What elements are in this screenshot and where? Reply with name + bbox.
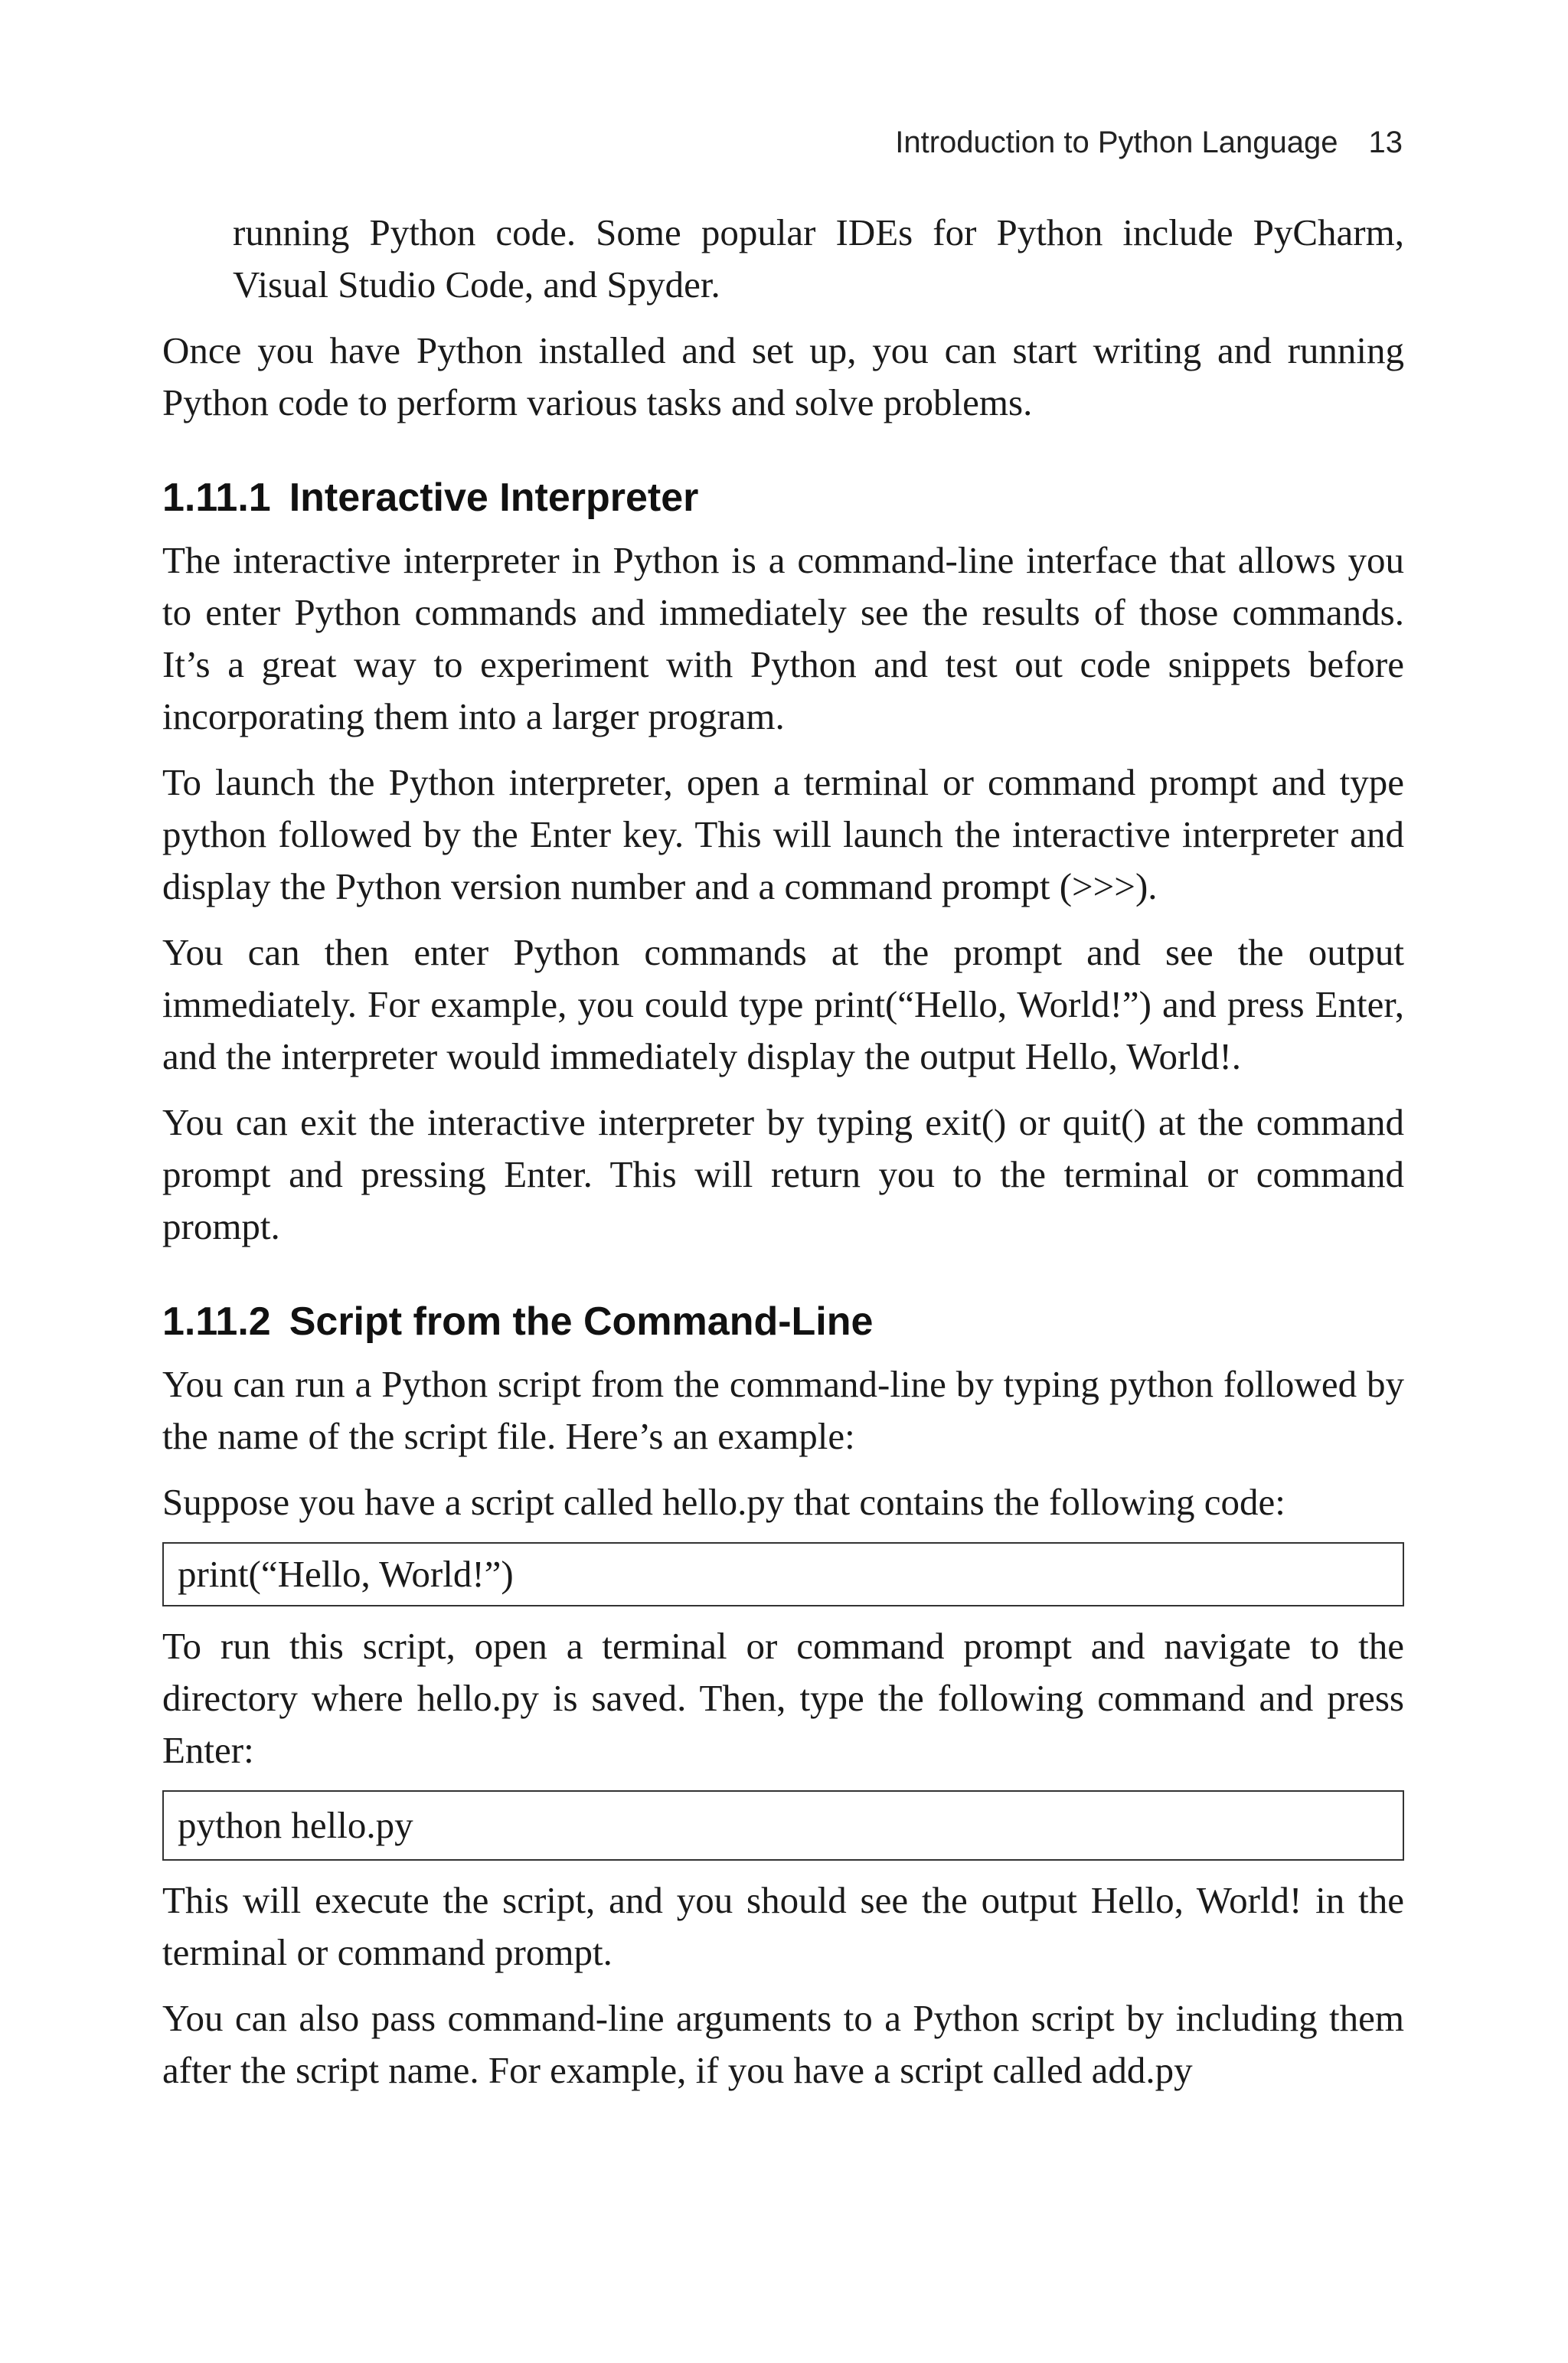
paragraph-interpreter-intro: The interactive interpreter in Python is a command-line interface that allows you to enter Python commands and immediately see the results of those commands. It’s a great way to experiment with Python and test out code snippets before incorporating them into a larger program. [162, 539, 1404, 737]
section-heading-interactive-interpreter [162, 472, 1404, 524]
paragraph-suppose-script: Suppose you have a script called hello.py that contains the following code: [162, 1481, 1285, 1523]
paragraph-exit-interpreter: You can exit the interactive interpreter by typing exit() or quit() at the command prompt and pressing Enter. This will return you to the terminal or command prompt. [162, 1101, 1404, 1247]
section-heading-script-command-line [162, 1296, 1404, 1348]
code-block-python-command: python hello.py [162, 1790, 1404, 1861]
section-number: 1.11.2 [162, 1299, 271, 1344]
paragraph-run-script: You can run a Python script from the command-line by typing python followed by the name of the script file. Here’s an example: [162, 1363, 1404, 1457]
paragraph-command-line-args: You can also pass command-line arguments to a Python script by including them after the script name. For example, if you have a script called add.py [162, 1997, 1404, 2091]
continued-list-paragraph: running Python code. Some popular IDEs for Python include PyCharm, Visual Studio Code, and Spyder. [233, 211, 1404, 306]
section-title: Interactive Interpreter [289, 476, 699, 520]
paragraph-enter-commands: You can then enter Python commands at the prompt and see the output immediately. For example, you could type print(“Hello, World!”) and press Enter, and the interpreter would immediately display the output Hello, World!. [162, 931, 1404, 1077]
running-title: Introduction to Python Language [895, 126, 1338, 159]
page-number: 13 [1368, 126, 1403, 159]
paragraph-launch-interpreter: To launch the Python interpreter, open a terminal or command prompt and type python followed by the Enter key. This will launch the interactive interpreter and display the Python version number and a command prompt (>>>). [162, 761, 1404, 907]
paragraph-setup-done: Once you have Python installed and set up, you can start writing and running Python code to perform various tasks and solve problems. [162, 329, 1404, 423]
section-number: 1.11.1 [162, 476, 271, 520]
paragraph-execute-output: This will execute the script, and you should see the output Hello, World! in the terminal or command prompt. [162, 1879, 1404, 1973]
code-block-print: print(“Hello, World!”) [162, 1542, 1404, 1606]
paragraph-navigate-directory: To run this script, open a terminal or command prompt and navigate to the directory where hello.py is saved. Then, type the following command and press Enter: [162, 1625, 1404, 1771]
section-title: Script from the Command-Line [289, 1299, 874, 1344]
running-header [895, 123, 1403, 162]
page-body [162, 207, 1404, 2110]
